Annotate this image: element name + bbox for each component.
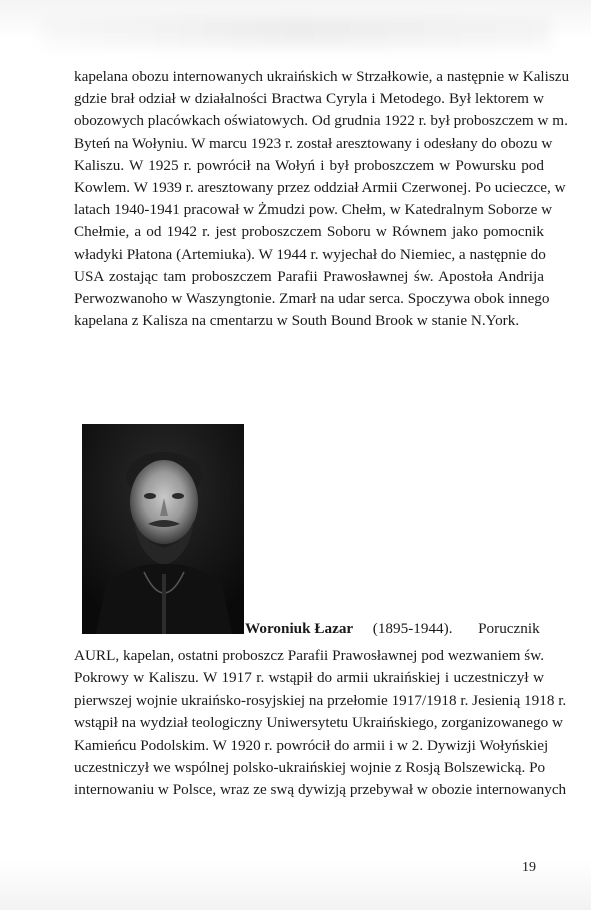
text-line: kapelana obozu internowanych ukraińskich w Strzałkowie, a następnie w Kaliszu bbox=[74, 68, 570, 85]
paragraph-continuation bbox=[74, 66, 570, 332]
text-line: Kamieńcu Podolskim. W 1920 r. powrócił do armii i w 2. Dywizji Wołyńskiej bbox=[74, 736, 549, 754]
entry-name: Woroniuk Łazar bbox=[245, 620, 354, 637]
entry-dates: (1895-1944). bbox=[372, 620, 453, 637]
text-line: pierwszej wojnie ukraińsko-rosyjskiej na przełomie 1917/1918 r. Jesienią 1918 r. bbox=[74, 691, 567, 709]
paragraph-biography bbox=[74, 645, 567, 802]
text-line: wstąpił na wydział teologiczny Uniwersytetu Ukraińskiego, zorganizowanego w bbox=[74, 714, 563, 732]
bleed-through-shadow bbox=[40, 18, 551, 48]
portrait-image bbox=[82, 424, 244, 634]
text-line: Pokrowy w Kaliszu. W 1917 r. wstąpił do armii ukraińskiej i uczestniczył w bbox=[74, 669, 544, 687]
entry-role: Porucznik bbox=[478, 620, 540, 637]
text-line: USA zostając tam proboszczem Parafii Prawosławnej św. Apostoła Andrija bbox=[74, 267, 544, 285]
page-number: 19 bbox=[522, 860, 536, 875]
text-line: Perwozwanoho w Waszyngtonie. Zmarł na udar serca. Spoczywa obok innego bbox=[74, 290, 550, 308]
text-line: Byteń na Wołyniu. W marcu 1923 r. został aresztowany i odesłany do obozu w bbox=[74, 134, 553, 152]
text-line: Chełmie, a od 1942 r. jest proboszczem Soboru w Równem jako pomocnik bbox=[74, 223, 544, 241]
text-line: kapelana z Kalisza na cmentarzu w South Bound Brook w stanie N.York. bbox=[74, 312, 520, 330]
portrait-photo bbox=[82, 424, 244, 634]
text-line: AURL, kapelan, ostatni proboszcz Parafii Prawosławnej pod wezwaniem św. bbox=[74, 647, 544, 664]
text-line: władyki Płatona (Artemiuka). W 1944 r. wyjechał do Niemiec, a następnie do bbox=[74, 245, 546, 263]
text-line: Kowlem. W 1939 r. aresztowany przez oddział Armii Czerwonej. Po ucieczce, w bbox=[74, 179, 566, 197]
text-line: Kaliszu. W 1925 r. powrócił na Wołyń i był proboszczem w Powursku pod bbox=[74, 156, 544, 174]
text-line: uczestniczył we wspólnej polsko-ukraińskiej wojnie z Rosją Bolszewicką. Po bbox=[74, 759, 546, 777]
text-line: internowaniu w Polsce, wraz ze swą dywizją przebywał w obozie internowanych bbox=[74, 781, 567, 799]
text-line: latach 1940-1941 pracował w Żmudzi pow. Chełm, w Katedralnym Soborze w bbox=[74, 201, 553, 219]
text-line: obozowych placówkach oświatowych. Od grudnia 1922 r. był proboszczem w m. bbox=[74, 112, 568, 130]
entry-heading-line bbox=[245, 620, 545, 638]
text-line: gdzie brał odział w działalności Bractwa Cyryla i Metodego. Był lektorem w bbox=[74, 90, 544, 108]
